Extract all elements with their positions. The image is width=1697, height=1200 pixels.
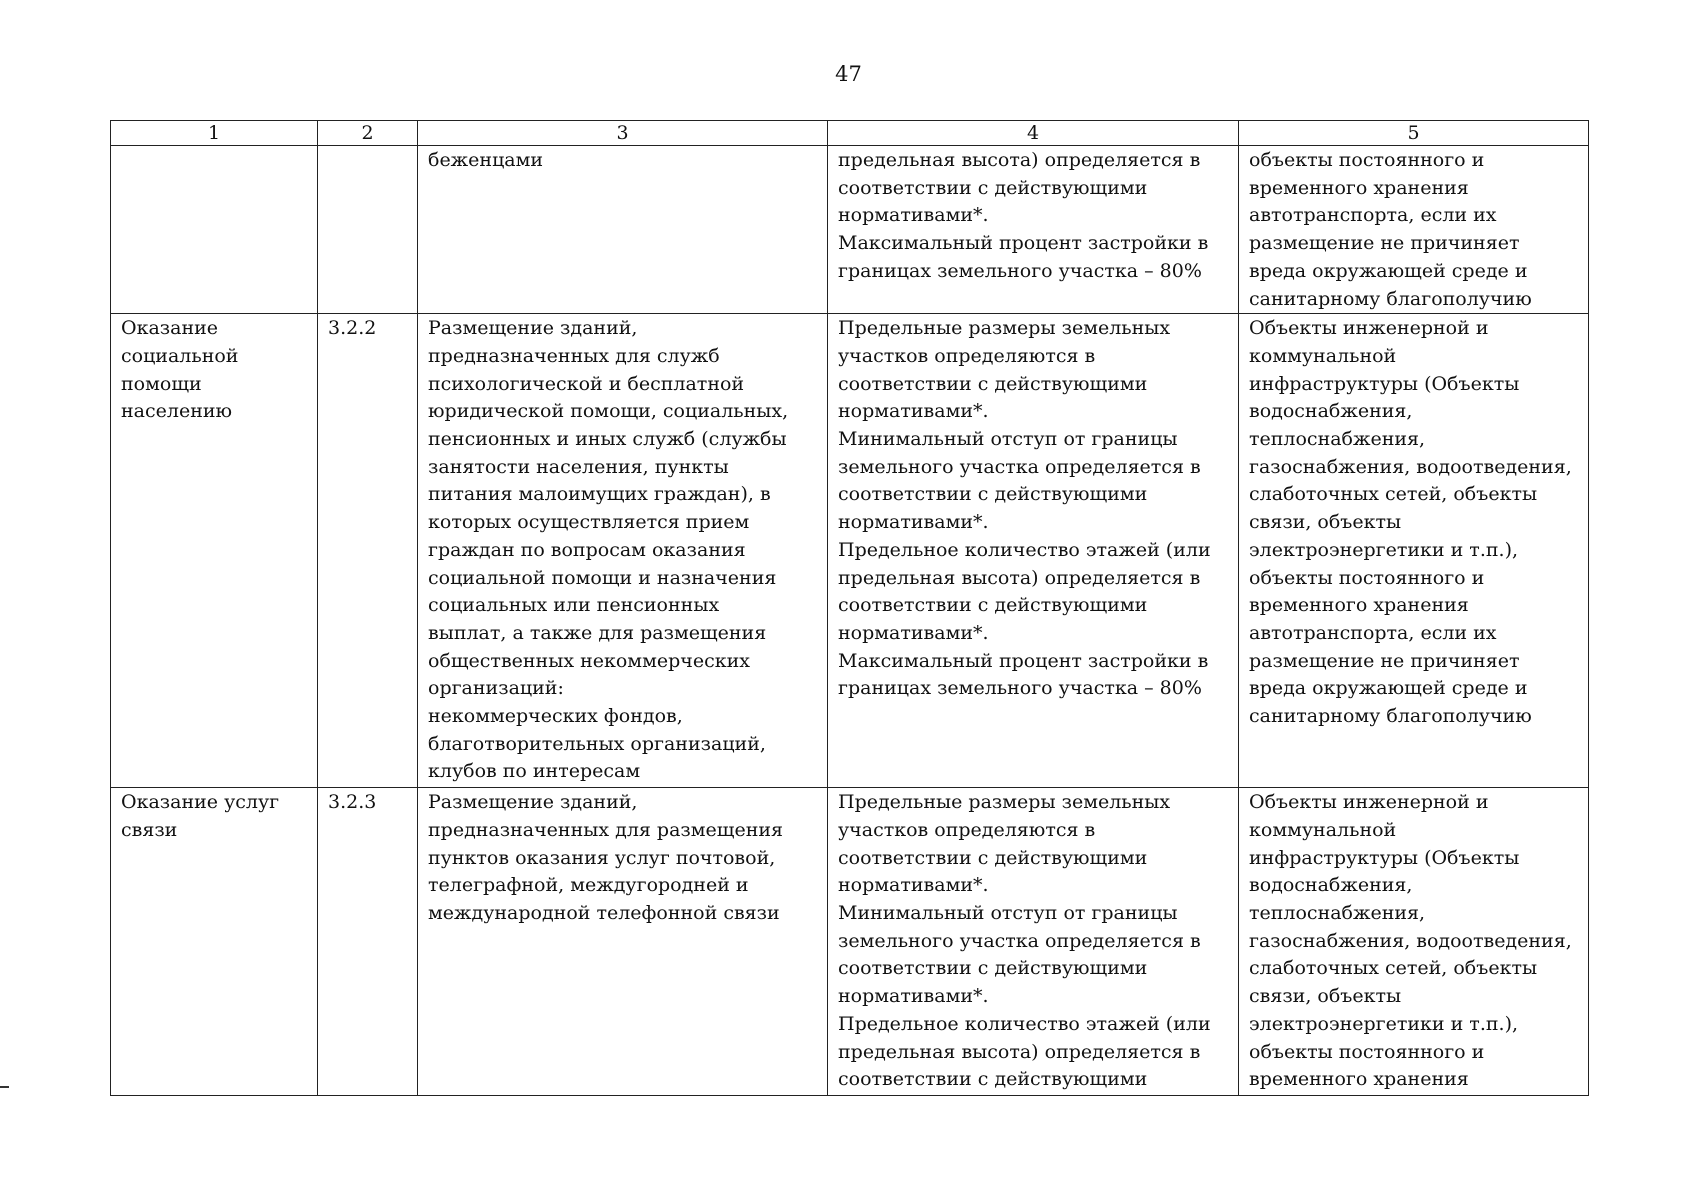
- cell-description: Размещение зданий, предназначенных для служб психологической и бесплатной юридической помощи, социальных, пенсионных и иных служб (службы занятости населения, пункты питания малоимущих граждан), в которых осуществляется прием граждан по вопросам оказания социальной помощи и назначения социальных или пенсионных выплат, а также для размещения общественных некоммерческих организаций: некоммерческих фондов, благотворительных организаций, клубов по интересам: [418, 314, 828, 788]
- land-use-table: [110, 120, 1589, 1096]
- cell-parameters: предельная высота) определяется в соответствии с действующими нормативами*. Максимальный процент застройки в границах земельного участка – 80%: [828, 146, 1239, 314]
- cell-land-use-code: 3.2.2: [318, 314, 418, 788]
- cell-auxiliary-uses: Объекты инженерной и коммунальной инфраструктуры (Объекты водоснабжения, теплоснабжения, газоснабжения, водоотведения, слаботочных сетей, объекты связи, объекты электроэнергетики и т.п.), объекты постоянного и временного хранения автотранспорта, если их размещение не причиняет вреда окружающей среде и санитарному благополучию: [1239, 314, 1589, 788]
- table-row-social-assistance: [111, 314, 1589, 788]
- cell-parameters: Предельные размеры земельных участков определяются в соответствии с действующими нормативами*. Минимальный отступ от границы земельного участка определяется в соответствии с действующими нормативами*. Предельное количество этажей (или предельная высота) определяется в соответствии с действующими нормативами*. Максимальный процент застройки в границах земельного участка – 80%: [828, 314, 1239, 788]
- cell-land-use-code: [318, 146, 418, 314]
- cell-land-use-name: Оказание услуг связи: [111, 788, 318, 1096]
- cell-auxiliary-uses: Объекты инженерной и коммунальной инфраструктуры (Объекты водоснабжения, теплоснабжения, газоснабжения, водоотведения, слаботочных сетей, объекты связи, объекты электроэнергетики и т.п.), объекты постоянного и временного хранения: [1239, 788, 1589, 1096]
- cell-land-use-name: [111, 146, 318, 314]
- column-header-5: 5: [1239, 121, 1589, 146]
- column-header-2: 2: [318, 121, 418, 146]
- cell-parameters: Предельные размеры земельных участков определяются в соответствии с действующими нормативами*. Минимальный отступ от границы земельного участка определяется в соответствии с действующими нормативами*. Предельное количество этажей (или предельная высота) определяется в соответствии с действующими: [828, 788, 1239, 1096]
- cell-land-use-name: Оказание социальной помощи населению: [111, 314, 318, 788]
- table-header-row: [111, 121, 1589, 146]
- cell-auxiliary-uses: объекты постоянного и временного хранения автотранспорта, если их размещение не причиняет вреда окружающей среде и санитарному благополучию: [1239, 146, 1589, 314]
- column-header-4: 4: [828, 121, 1239, 146]
- table-row-communication-services: [111, 788, 1589, 1096]
- cell-land-use-code: 3.2.3: [318, 788, 418, 1096]
- table-row-continued: [111, 146, 1589, 314]
- column-header-3: 3: [418, 121, 828, 146]
- column-header-1: 1: [111, 121, 318, 146]
- page-number: 47: [835, 62, 862, 86]
- cell-description: беженцами: [418, 146, 828, 314]
- margin-mark: [0, 1086, 9, 1088]
- cell-description: Размещение зданий, предназначенных для размещения пунктов оказания услуг почтовой, телеграфной, междугородней и международной телефонной связи: [418, 788, 828, 1096]
